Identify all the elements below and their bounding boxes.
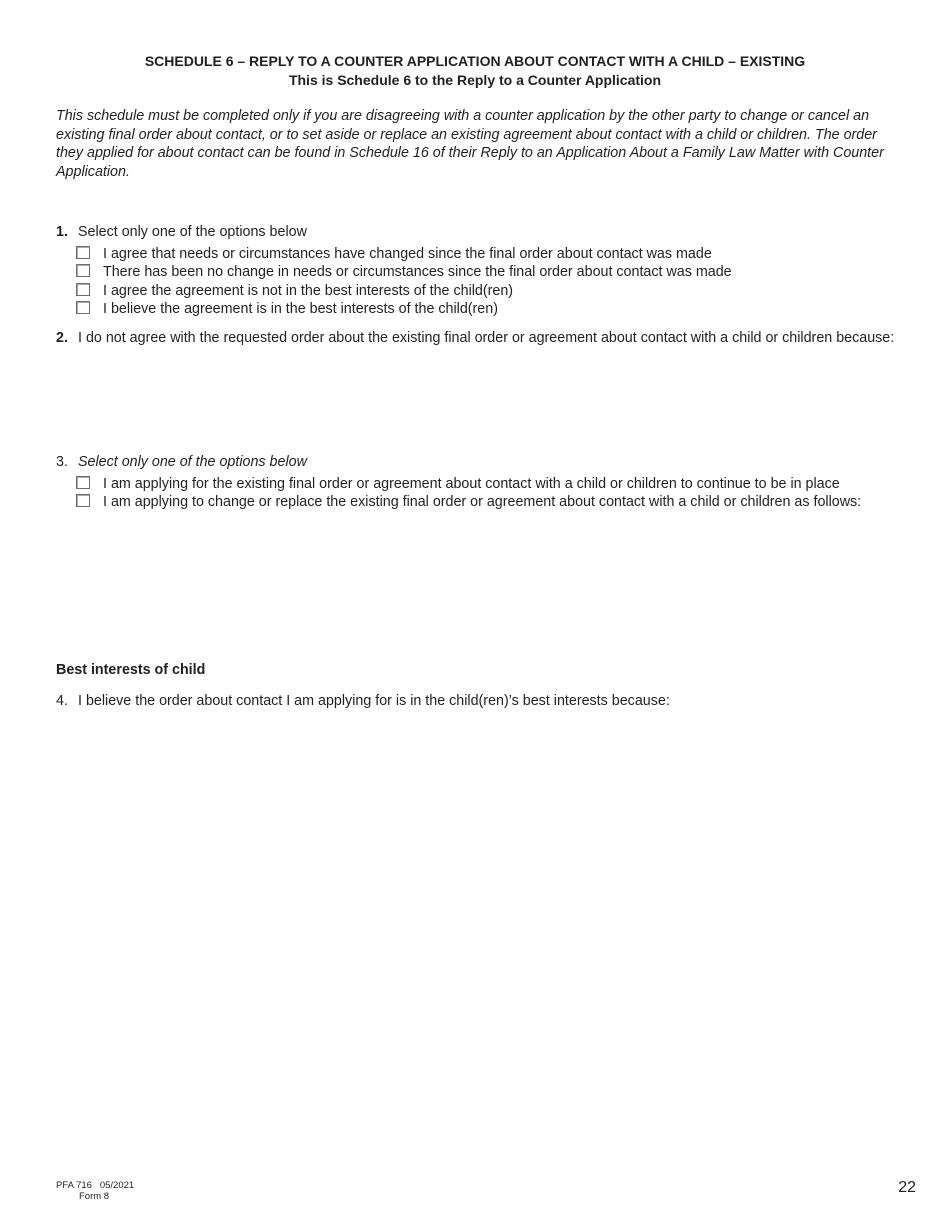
checkbox[interactable]	[76, 476, 90, 489]
form-code: PFA 716 05/2021	[56, 1180, 135, 1191]
checkbox[interactable]	[76, 494, 90, 507]
question-1-option-3	[76, 282, 513, 300]
page-number: 22	[898, 1179, 916, 1196]
question-3-option-1-label: I am applying for the existing final order or agreement about contact with a child or children to continue to be in place	[103, 476, 840, 492]
question-1-option-3-label: I agree the agreement is not in the best interests of the child(ren)	[103, 283, 514, 299]
checkbox[interactable]	[76, 301, 90, 314]
question-4	[56, 692, 670, 710]
checkbox[interactable]	[76, 264, 90, 277]
question-3-option-1	[76, 475, 840, 493]
form-footer	[56, 1180, 134, 1202]
question-1	[56, 223, 307, 241]
question-3-number: 3.	[56, 454, 68, 470]
question-2-prompt: I do not agree with the requested order about the existing final order or agreement about contact with a child or children because:	[78, 330, 895, 346]
question-3-prompt: Select only one of the options below	[78, 454, 307, 470]
checkbox[interactable]	[76, 283, 90, 296]
question-1-option-4-label: I believe the agreement is in the best interests of the child(ren)	[103, 301, 498, 317]
question-2	[56, 329, 894, 347]
question-1-number: 1.	[56, 224, 68, 240]
question-1-prompt: Select only one of the options below	[78, 224, 307, 240]
question-3-option-2	[76, 493, 861, 511]
question-1-option-4	[76, 300, 498, 318]
schedule-title: SCHEDULE 6 – REPLY TO A COUNTER APPLICATION ABOUT CONTACT WITH A CHILD – EXISTING	[144, 53, 806, 69]
question-4-prompt: I believe the order about contact I am applying for is in the child(ren)’s best interests because:	[78, 693, 670, 709]
question-3-option-2-label: I am applying to change or replace the existing final order or agreement about contact with a child or children as follows:	[103, 494, 862, 510]
checkbox[interactable]	[76, 246, 90, 259]
form-name: Form 8	[79, 1191, 110, 1202]
question-1-option-1-label: I agree that needs or circumstances have changed since the final order about contact was made	[103, 246, 712, 262]
question-1-option-2	[76, 263, 732, 281]
question-3	[56, 453, 307, 471]
question-2-number: 2.	[56, 330, 68, 346]
question-1-option-2-label: There has been no change in needs or circumstances since the final order about contact was made	[103, 264, 732, 280]
question-1-option-1	[76, 245, 712, 263]
question-4-number: 4.	[56, 693, 68, 709]
section-heading-best-interests: Best interests of child	[56, 662, 206, 678]
intro-instructions: This schedule must be completed only if you are disagreeing with a counter application by the other party to change or cancel an existing final order about contact, or to set aside or replace an existing agreement about contact with a child or children. The order they applied for about contact can be found in Schedule 16 of their Reply to an Application About a Family Law Matter with Counter Application.	[56, 108, 884, 180]
schedule-subtitle: This is Schedule 6 to the Reply to a Counter Application	[288, 72, 662, 88]
